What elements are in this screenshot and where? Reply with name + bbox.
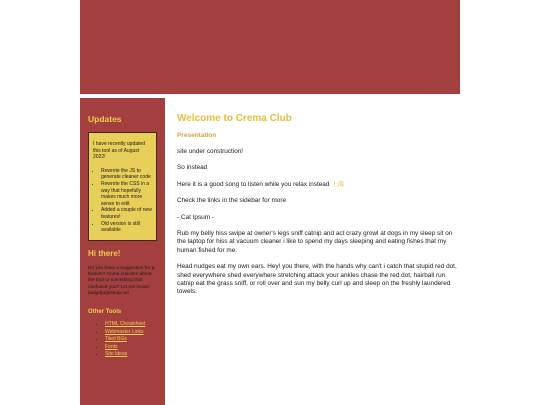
- update-item-text: Old version is still available: [101, 220, 140, 234]
- hi-title: Hi there!: [88, 248, 121, 258]
- tool-item: [105, 321, 157, 329]
- paragraph: So instead: [177, 164, 208, 172]
- updates-intro: I have recently updated this tool as of August 2022!: [93, 141, 145, 161]
- tool-link-site-ideas[interactable]: Site Ideas: [105, 351, 128, 358]
- updates-title: Updates: [88, 114, 122, 124]
- page-title: Welcome to Crema Club: [177, 113, 292, 124]
- song-text: Here it is a good song to listen while you relax instead: [177, 180, 330, 188]
- hi-text: Do you have a suggestion for a feature? Some criticism about the tool or something that confused you? Let me know! sadgrl[at]riseup.net: [88, 265, 155, 296]
- tool-item: [105, 329, 157, 337]
- tool-item: [105, 336, 157, 344]
- paragraph: - Cat Ipsum -: [177, 213, 214, 221]
- tool-link-tiled-bgs[interactable]: Tiled BGs: [105, 336, 127, 343]
- tool-link-webmaster-links[interactable]: Webmaster Links: [105, 328, 144, 335]
- update-item: • Rewrote the JS to generate cleaner code: [101, 168, 152, 181]
- update-item: • Rewrote the CSS in a way that hopefully makes much more sense to edit: [101, 181, 152, 207]
- paragraph: Check the links in the sidebar for more: [177, 197, 287, 205]
- updates-notice-box: [88, 132, 157, 241]
- other-tools-title: Other Tools: [88, 309, 122, 316]
- tool-link-fonts[interactable]: Fonts: [105, 343, 118, 350]
- old-version-link[interactable]: here: [122, 227, 133, 234]
- paragraph: Head nudges eat my own ears. Hey! you there, with the hands why can't i catch that stupid red dot, shed everywhere shed everywhere stretching attack your ankles chase the red dot, hairball run catnip eat the grass sniff, or roll over and sun my belly curl up and sleep on the freshly laundered towels.: [177, 263, 457, 296]
- updates-list: [93, 168, 152, 234]
- song-link[interactable]: 上海: [331, 180, 344, 188]
- update-item: [101, 221, 152, 234]
- other-tools-list: [88, 321, 157, 359]
- paragraph: Rub my belly hiss swipe at owner's legs sniff catnip and act crazy growl at dogs in my sleep sit on the laptop for hiss at vacuum cleaner i like to spend my days sleeping and eating fishes that my human fished for me.: [177, 230, 453, 254]
- tool-link-html-cheatsheet[interactable]: HTML Cheatsheet: [105, 321, 146, 328]
- paragraph: [177, 181, 460, 189]
- header-banner: [80, 0, 460, 94]
- tool-item: [105, 344, 157, 352]
- sidebar: [80, 98, 165, 405]
- main-content: [177, 113, 460, 305]
- update-item: • Added a couple of new features!: [101, 207, 152, 220]
- tool-item: [105, 351, 157, 359]
- section-heading: Presentation: [177, 132, 217, 139]
- paragraph: site under construction!: [177, 148, 244, 155]
